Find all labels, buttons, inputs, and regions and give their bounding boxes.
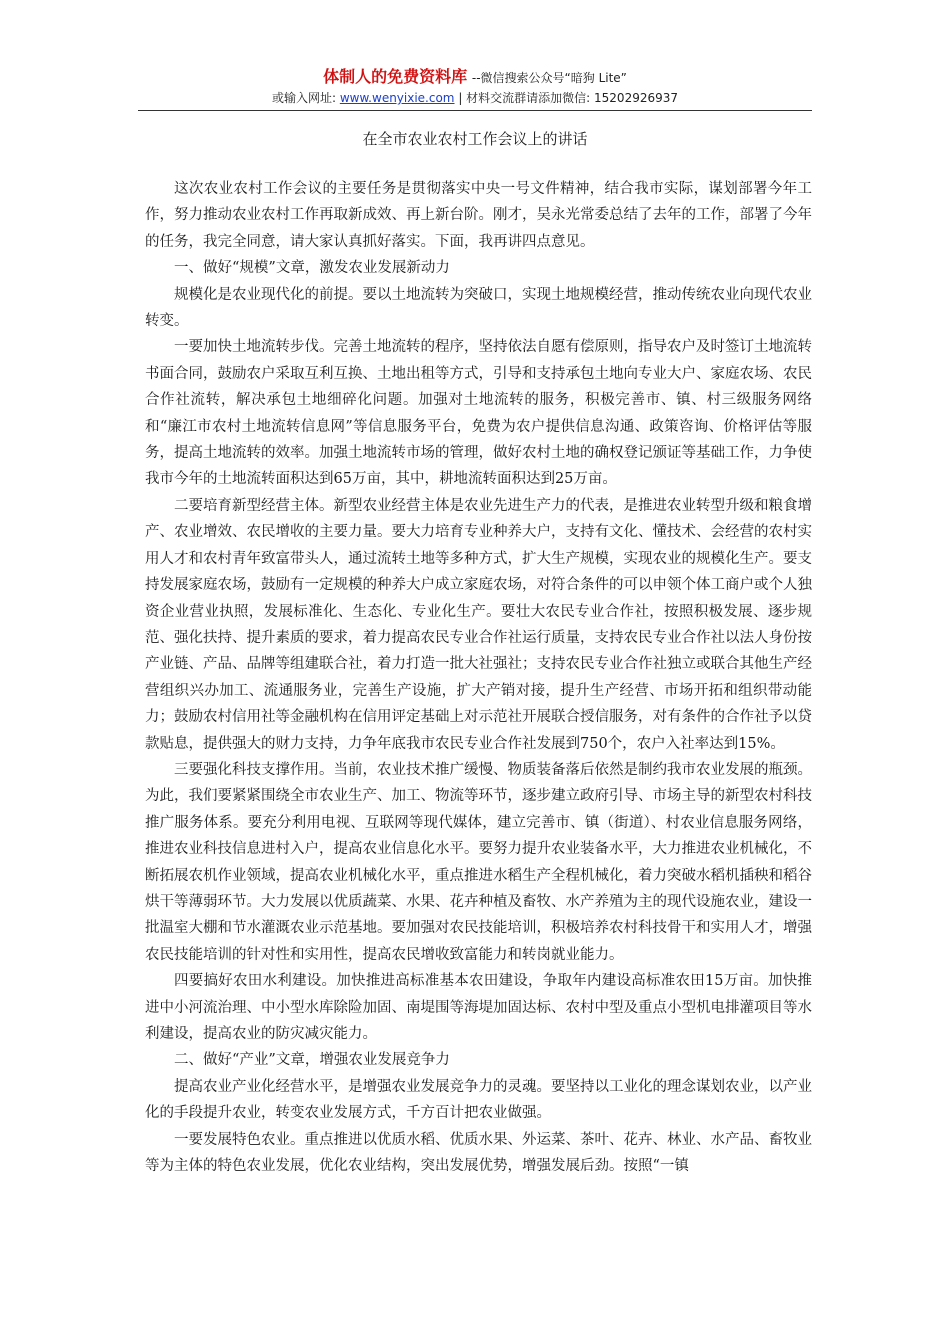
paragraph: 一要发展特色农业。重点推进以优质水稻、优质水果、外运菜、茶叶、花卉、林业、水产品、畜牧业等为主体的特色农业发展，优化农业结构，突出发展优势，增强发展后劲。按照“一镇 <box>145 1131 812 1175</box>
url-prefix: 或输入网址: <box>271 91 340 105</box>
website-link[interactable]: www.wenyixie.com <box>339 91 455 105</box>
contact-text: | 材料交流群请添加微信: 15202926937 <box>454 91 679 105</box>
paragraph: 规模化是农业现代化的前提。要以土地流转为突破口，实现土地规模经营，推动传统农业向现代农业转变。 <box>145 286 812 330</box>
section-heading: 一、做好“规模”文章，激发农业发展新动力 <box>174 260 450 277</box>
header-divider <box>138 110 812 111</box>
brand-subtitle: --微信搜索公众号“暗狗 Lite” <box>471 71 627 85</box>
page-header <box>138 66 812 107</box>
paragraph: 三要强化科技支撑作用。当前，农业技术推广缓慢、物质装备落后依然是制约我市农业发展的瓶颈。为此，我们要紧紧围绕全市农业生产、加工、物流等环节，逐步建立政府引导、市场主导的新型农村科技推广服务体系。要充分利用电视、互联网等现代媒体，建立完善市、镇（街道）、村农业信息服务网络，推进农业科技信息进村入户，提高农业信息化水平。要努力提升农业装备水平，大力推进农业机械化，不断拓展农机作业领域，提高农业机械化水平，重点推进水稻生产全程机械化，着力突破水稻机插秧和稻谷烘干等薄弱环节。大力发展以优质蔬菜、水果、花卉种植及畜牧、水产养殖为主的现代设施农业，建设一批温室大棚和节水灌溉农业示范基地。要加强对农民技能培训，积极培养农村科技骨干和实用人才，增强农民技能培训的针对性和实用性，提高农民增收致富能力和转岗就业能力。 <box>145 761 812 963</box>
document-body <box>145 176 812 1179</box>
section-heading: 二、做好“产业”文章，增强农业发展竞争力 <box>174 1052 450 1069</box>
paragraph: 一要加快土地流转步伐。完善土地流转的程序，坚持依法自愿有偿原则，指导农户及时签订土地流转书面合同，鼓励农户采取互利互换、土地出租等方式，引导和支持承包土地向专业大户、家庭农场、农民合作社流转，解决承包土地细碎化问题。加强对土地流转的服务，积极完善市、镇、村三级服务网络和“廉江市农村土地流转信息网”等信息服务平台，免费为农户提供信息沟通、政策咨询、价格评估等服务，提高土地流转的效率。加强土地流转市场的管理，做好农村土地的确权登记颁证等基础工作，力争使我市今年的土地流转面积达到65万亩，其中，耕地流转面积达到25万亩。 <box>145 339 812 488</box>
brand-name: 体制人的免费资料库 <box>323 67 468 86</box>
document-title: 在全市农业农村工作会议上的讲话 <box>362 130 588 148</box>
paragraph: 提高农业产业化经营水平，是增强农业发展竞争力的灵魂。要坚持以工业化的理念谋划农业，以产业化的手段提升农业，转变农业发展方式，千方百计把农业做强。 <box>145 1078 812 1122</box>
paragraph: 二要培育新型经营主体。新型农业经营主体是农业先进生产力的代表，是推进农业转型升级和粮食增产、农业增效、农民增收的主要力量。要大力培育专业种养大户，支持有文化、懂技术、会经营的农村实用人才和农村青年致富带头人，通过流转土地等多种方式，扩大生产规模，实现农业的规模化生产。要支持发展家庭农场，鼓励有一定规模的种养大户成立家庭农场，对符合条件的可以申领个体工商户或个人独资企业营业执照，发展标准化、生态化、专业化生产。要壮大农民专业合作社，按照积极发展、逐步规范、强化扶持、提升素质的要求，着力提高农民专业合作社运行质量，支持农民专业合作社以法人身份按产业链、产品、品牌等组建联合社，着力打造一批大社强社；支持农民专业合作社独立或联合其他生产经营组织兴办加工、流通服务业，完善生产设施，扩大产销对接，提升生产经营、市场开拓和组织带动能力；鼓励农村信用社等金融机构在信用评定基础上对示范社开展联合授信服务，对有条件的合作社予以贷款贴息，提供强大的财力支持，力争年底我市农民专业合作社发展到750个，农户入社率达到15%。 <box>145 497 812 752</box>
header-line-1 <box>138 66 812 89</box>
paragraph: 四要搞好农田水利建设。加快推进高标准基本农田建设，争取年内建设高标准农田15万亩。加快推进中小河流治理、中小型水库除险加固、南堤围等海堤加固达标、农村中型及重点小型机电排灌项目等水利建设，提高农业的防灾减灾能力。 <box>145 973 812 1042</box>
paragraph: 这次农业农村工作会议的主要任务是贯彻落实中央一号文件精神，结合我市实际，谋划部署今年工作，努力推动农业农村工作再取新成效、再上新台阶。刚才，吴永光常委总结了去年的工作，部署了今年的任务，我完全同意，请大家认真抓好落实。下面，我再讲四点意见。 <box>145 181 812 250</box>
header-line-2 <box>138 89 812 107</box>
